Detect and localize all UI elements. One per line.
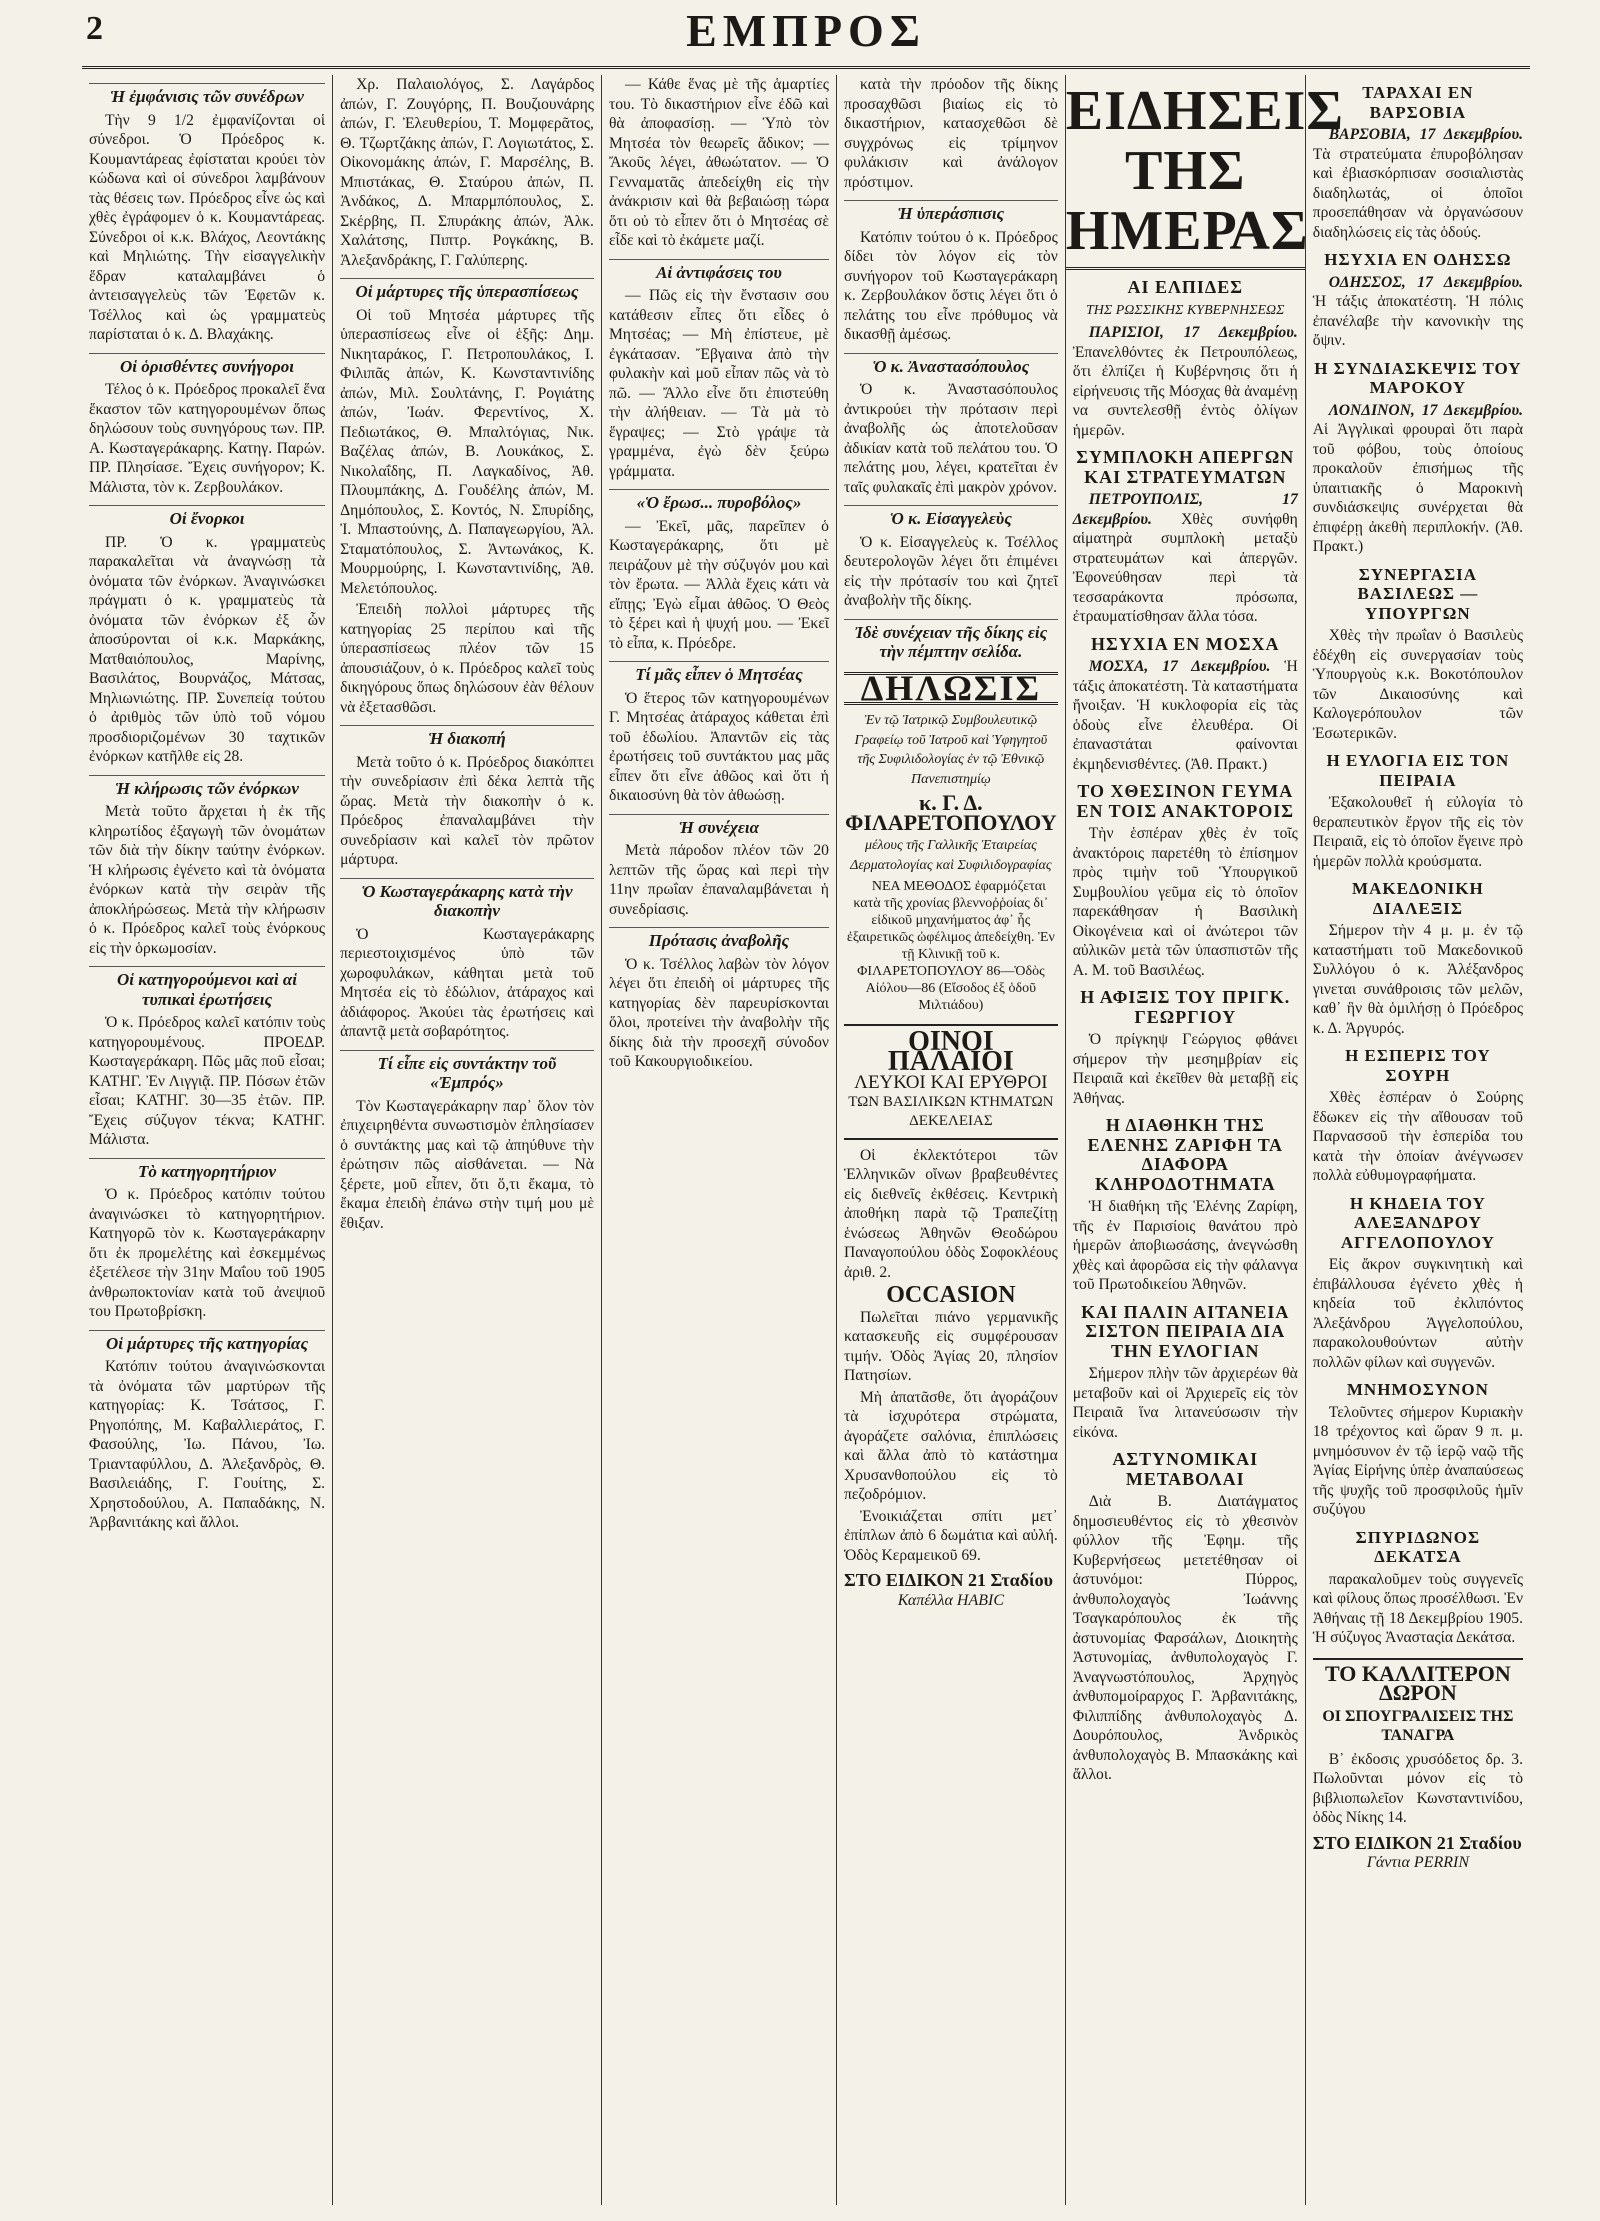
ad-doctor-name: κ. Γ. Δ. ΦΙΛΑΡΕΤΟΠΟΥΛΟΥ xyxy=(845,790,1057,835)
continued-notice: Ἰδὲ συνέχειαν τῆς δίκης εἰς τὴν πέμπτην σελίδα. xyxy=(844,619,1058,662)
news-text: Ὁ πρίγκηψ Γεώργιος φθάνει σήμερον τὴν μεσημβρίαν εἰς Πειραιᾶ καὶ ἐκεῖθεν θὰ μεταβῇ εἰς Ἀθήνας. xyxy=(1072,1031,1298,1107)
article-text: ΠΡ. Ὁ κ. γραμματεὺς παρακαλεῖται νὰ ἀναγνώσῃ τὰ ὀνόματα τῶν ἐνόρκων. Ἀναγινώσκει πράγματι ὁ κ. γραμματεὺς τὰ ὀνόματα τῶν ἐνόρκων ἐξ ὧν ἀποσύρονται οἱ κ.κ. Μαρκάκης, Ματθαιόπουλος, Μαρίνης, Βασιλάτος, Βουρνάζος, Μάτσας, Μηλιωνιώτης. ΠΡ. Συνεπείᾳ τούτου ὁ ἀριθμὸς τῶν ὑπὸ τοῦ νόμου προσδιοριζομένων 30 ταχτικῶν ἐνόρκων κατῆλθε εἰς 28. xyxy=(89,533,326,765)
section-heading: Ὁ κ. Εἰσαγγελεὺς xyxy=(844,505,1058,529)
section-heading: Τὸ κατηγορητήριον xyxy=(89,1158,325,1182)
book-ad-title: ΤΟ ΚΑΛΛΙΤΕΡΟΝ ΔΩΡΟΝ xyxy=(1313,1658,1523,1703)
ad-subtitle: Ἐν τῷ Ἰατρικῷ Συμβουλευτικῷ Γραφείῳ τοῦ Ἰατροῦ καὶ Ὑφηγητοῦ τῆς Συφιλιδολογίας ἐν τῷ Ἐθνικῷ Πανεπιστημίῳ xyxy=(854,713,1048,787)
memorial-name: ΣΠΥΡΙΔΩΝΟΣ ΔΕΚΑΤΣΑ xyxy=(1355,1527,1481,1566)
shop-ad-title: ΣΤΟ ΕΙΔΙΚΟΝ 21 Σταδίου xyxy=(843,1570,1053,1590)
news-text: Χθὲς συνήφθη αἱματηρὰ συμπλοκὴ μεταξὺ στρατευμάτων καὶ ἀπεργῶν. Ἐφονεύθησαν περὶ τὰ τεσσαράκοντα πρόσωπα, ἐτραυματίσθησαν ἄλλα τόσα. xyxy=(1072,510,1298,625)
news-heading: Η ΣΥΝΔΙΑΣΚΕΨΙΣ ΤΟΥ ΜΑΡΟΚΟΥ xyxy=(1314,358,1522,397)
news-text: Ἐξακολουθεῖ ἡ εὐλογία τὸ θεραπευτικὸν ἔργον τῆς εἰς τὸν Πειραιᾶ, εἰς τὸ ὁποῖον ἔγεινε πρὸ ἡμερῶν πολλὰ κρούσματα. xyxy=(1312,794,1523,870)
news-text: Αἱ Ἀγγλικαὶ φρουραὶ ὅτι παρὰ τοῦ φόβου, τοὺς ὁποίους προκαλοῦν ἐπισήμως τῆς ὑπαιτιακῆς ὁ Μαροκινὴ συνδιάσκεψις συνέρχεται θὰ ἐπιφέρῃ ἀκεθὴ περιπλοκήν. (Ἀθ. Πρακτ.) xyxy=(1312,421,1523,555)
memorial-heading: ΜΝΗΜΟΣΥΝΟΝ xyxy=(1346,1380,1489,1399)
column-5 xyxy=(1065,75,1344,2205)
ad-text: Μὴ ἀπατᾶσθε, ὅτι ἀγοράζουν τὰ ἰσχυρότερα στρώματα, ἀγοράζετε σαλόνια, ἐπιπλώσεις καὶ ἄλλα ἀπὸ τὸ κατάστημα Χρυσανθοπούλου εἰς τὸ πεζοδρόμιον. xyxy=(843,1388,1058,1503)
news-heading: ΗΣΥΧΙΑ ΕΝ ΟΔΗΣΣΩ xyxy=(1324,250,1512,269)
shop-ad-item: Γάντια PERRIN xyxy=(1366,1854,1470,1871)
ad-text: ΝΕΑ ΜΕΘΟΔΟΣ ἐφαρμόζεται κατὰ τῆς χρονίας βλεννοῤῥοίας δι᾽ εἰδικοῦ μηχανήματος ἀφ᾽ ἧς ἐξαιρετικῶς ὠφέλιμος ἀπεδείχθη. Ἐν τῇ Κλινικῇ τοῦ κ. ΦΙΛΑΡΕΤΟΠΟΥΛΟΥ 86—Ὁδὸς Αἰόλου—86 (Εἴσοδος ἐξ ὁδοῦ Μιλτιάδου) xyxy=(846,879,1055,1013)
news-heading: Η ΔΙΑΘΗΚΗ ΤΗΣ ΕΛΕΝΗΣ ΖΑΡΙΦΗ ΤΑ ΔΙΑΦΟΡΑ ΚΛΗΡΟΔΟΤΗΜΑΤΑ xyxy=(1087,1115,1284,1194)
news-heading: Η ΕΣΠΕΡΙΣ ΤΟΥ ΣΟΥΡΗ xyxy=(1345,1046,1491,1085)
article-text: κατὰ τὴν πρόοδον τῆς δίκης προσαχθῶσι βιαίως εἰς τὸ δικαστήριον, κατασχεθῶσι δὲ συγχρόνως εἰς τρίμηνον φυλάκισιν καὶ ἀνάλογον πρόστιμον. xyxy=(843,76,1058,191)
article-text: Κατόπιν τούτου ἀναγινώσκονται τὰ ὀνόματα τῶν μαρτύρων τῆς κατηγορίας: Κ. Τσάτσος, Γ. Ρηγοπόπης, Μ. Καβαλλιεράτος, Γ. Φασούλης, Ἰω. Πάνου, Ἰω. Τριανταφύλλου, Δ. Ἀλεξανδρὸς, Θ. Βασιλειάδης, Γ. Γουίτης, Σ. Χρηστοδούλου, Α. Παπαδάκης, Ν. Ἀρβανιτάκης καὶ ἄλλοι. xyxy=(89,1358,326,1531)
article-text: Μετὰ πάροδον πλέον τῶν 20 λεπτῶν τῆς ὥρας καὶ περὶ τὴν 11ην πρωΐαν ἐπαναλαμβάνεται ἡ συνεδρίασις. xyxy=(608,842,829,918)
section-heading: Πρότασις ἀναβολῆς xyxy=(609,927,829,951)
dateline: ΛΟΝΔΙΝΟΝ, 17 Δεκεμβρίου. xyxy=(1328,401,1523,419)
news-text: Χθὲς ἑσπέραν ὁ Σούρης ἔδωκεν εἰς τὴν αἴθουσαν τοῦ Παρνασσοῦ τὴν ἑσπερίδα του κατὰ τὴν ὁποίαν ἀνέγνωσεν πολλὰ εὐθυμογραφήματα. xyxy=(1312,1089,1523,1184)
article-text: — Ἐκεῖ, μᾶς, παρεῖπεν ὁ Κωσταγεράκαρης, ὅτι μὲ πειράζουν μὲ τὴν σύζυγόν μου καὶ τὸν ἔρωτα. — Ἀλλὰ ἔχεις κάτι νὰ εἴπῃς; Ἐγὼ εἶμαι ἀθῶος. Ὁ Θεὸς τὸ ξέρει καὶ ἡ ψυχή μου. — Ἐκεῖ τὸ εἶπα, κ. Πρόεδρε. xyxy=(608,517,829,652)
article-text: Τέλος ὁ κ. Πρόεδρος προκαλεῖ ἕνα ἕκαστον τῶν κατηγορουμένων ὅπως δηλώσουν τοὺς συνηγόρους των. ΠΡ. Α. Κωσταγεράκαρης. Κατηγ. Παρών. ΠΡ. Πλησίασε. Ἔχεις συνήγορον; Κ. Μάλιστα, τὸν κ. Ζερβουλάκον. xyxy=(89,381,326,496)
shop-ad-item: Καπέλλα HABIC xyxy=(897,1591,1005,1609)
news-text: Χθὲς τὴν πρωΐαν ὁ Βασιλεὺς ἐδέχθη εἰς συνεργασίαν τοὺς Ὑπουργοὺς κ.κ. Βοκοτόπουλον τῶν Δικαιοσύνης καὶ Καλογερόπουλον τῶν Ἐσωτερικῶν. xyxy=(1312,627,1523,742)
article-text: Ὁ ἕτερος τῶν κατηγορουμένων Γ. Μητσέας ἀτάραχος κάθεται ἐπὶ τοῦ ἑδωλίου. Ἀπαντῶν εἰς τὰς ἐρωτήσεις τοῦ συντάκτου μας μᾶς εἶπεν ὅτι εἶνε ἀθῶος καὶ ὅτι ἡ δικαιοσύνη θὰ τὸν ἀθωώσῃ. xyxy=(608,689,829,804)
news-heading: ΗΣΥΧΙΑ ΕΝ ΜΟΣΧΑ xyxy=(1090,633,1280,654)
memorial-text: παρακαλοῦμεν τοὺς συγγενεῖς καὶ φίλους ὅπως προσέλθωσι. Ἐν Ἀθήναις τῇ 18 Δεκεμβρίου 1905. Ἡ σύζυγος Ἀνασταςία Δεκάτσα. xyxy=(1312,1570,1523,1646)
article-text: Ὁ κ. Ἀναστασόπουλος ἀντικρούει τὴν πρότασιν περὶ ἀναβολῆς ὡς ἀποτελοῦσαν ἀδικίαν κατὰ τοῦ πελάτου του. Ὁ πελάτης μου, λέγει, κρατεῖται ἐν ταῖς φυλακαῖς ἐπὶ μακρὸν χρόνον. xyxy=(843,381,1058,496)
dateline: ΟΔΗΣΣΟΣ, 17 Δεκεμβρίου. xyxy=(1328,273,1523,291)
article-text: — Κάθε ἕνας μὲ τῆς ἁμαρτίες του. Τὸ δικαστήριον εἶνε ἐδῶ καὶ θὰ ἀποφασίσῃ. — Ὑπὸ τὸν Μητσέα τὸν θεωρεῖς ἄδικον; — Ἄκοῦς λέγει, ἀθωώτατον. — Ὁ Γενναματᾶς ἀπεδείχθη εἰς τὴν ἀνάκρισιν καὶ θὰ βεβαιώσῃ τώρα ὅτι οὐ τὸ εἶπεν ὅτι ὁ Μητσέας σὲ εἶδε καὶ τὸ ἐκάμετε μαζί. xyxy=(608,76,829,249)
news-text: Ἡ διαθήκη τῆς Ἑλένης Ζαρίφη, τῆς ἐν Παρισίοις θανάτου πρὸ ἡμερῶν ἀποβιωσάσης, ἀνεγνώσθη χθὲς καὶ ἀφορῶσα εἰς τὴν φάλανγα τοῦ Πρωτοδικείου Ἀθηνῶν. xyxy=(1072,1198,1298,1293)
section-heading: Ὁ Κωσταγεράκαρης κατὰ τὴν διακοπὴν xyxy=(340,878,594,921)
news-heading: ΣΥΝΕΡΓΑΣΙΑ ΒΑΣΙΛΕΩΣ — ΥΠΟΥΡΓΩΝ xyxy=(1357,564,1479,623)
section-heading: Οἱ ἔνορκοι xyxy=(89,505,325,529)
section-heading: Ἡ κλήρωσις τῶν ἐνόρκων xyxy=(89,775,325,799)
section-heading: Τί μᾶς εἶπεν ὁ Μητσέας xyxy=(609,661,829,685)
column-3 xyxy=(602,75,837,2205)
columns xyxy=(82,75,1530,2205)
news-heading: Η ΚΗΔΕΙΑ ΤΟΥ ΑΛΕΞΑΝΔΡΟΥ ΑΓΓΕΛΟΠΟΥΛΟΥ xyxy=(1340,1193,1495,1252)
news-text: Τὰ στρατεύματα ἐπυροβόλησαν καὶ ἐβιασκόρπισαν σοσιαλιστὰς διαδηλωτάς, οἱ ὁποῖοι προσεπάθησαν νὰ ὀργανώσουν διαδηλώσεις εἰς τὰς ὁδούς. xyxy=(1312,145,1523,241)
article-text: Κατόπιν τούτου ὁ κ. Πρόεδρος δίδει τὸν λόγον εἰς τὸν συνήγορον τοῦ Κωσταγεράκαρη κ. Ζερβουλάκον ὅστις λέγει ὅτι ὁ πελάτης του εἶνε πρόθυμος νὰ δικασθῇ ἀμέσως. xyxy=(843,228,1058,343)
news-heading: ΑΣΤΥΝΟΜΙΚΑΙ ΜΕΤΑΒΟΛΑΙ xyxy=(1112,1449,1259,1489)
section-heading: Ὁ κ. Ἀναστασόπουλος xyxy=(844,353,1058,377)
news-subheading: ΤΗΣ ΡΩΣΣΙΚΗΣ ΚΥΒΕΡΝΗΣΕΩΣ xyxy=(1086,302,1285,318)
section-heading: «Ὁ ἔρωσ... πυροβόλος» xyxy=(609,489,829,513)
section-heading: Ἡ ὑπεράσπισις xyxy=(844,200,1058,224)
dateline: ΠΕΤΡΟΥΠΟΛΙΣ, 17 Δεκεμβρίου. xyxy=(1072,491,1298,528)
section-heading: Οἱ ὁρισθέντες συνήγοροι xyxy=(89,353,325,377)
column-6 xyxy=(1306,75,1530,2205)
article-text: Μετὰ τοῦτο ὁ κ. Πρόεδρος διακόπτει τὴν συνεδρίασιν ἐπὶ δέκα λεπτὰ τῆς ὥρας. Μετὰ τὴν διακοπὴν ὁ κ. Πρόεδρος ἐπαναλαμβάνει τὴν συνεδρίασιν καὶ καλεῖ τὸν πρῶτον μάρτυρα. xyxy=(340,753,594,868)
occasion-ad-title: OCCASION xyxy=(886,1282,1016,1308)
news-heading: Η ΑΦΙΞΙΣ ΤΟΥ ΠΡΙΓΚ. ΓΕΩΡΓΙΟΥ xyxy=(1080,987,1291,1027)
article-text: Τὸν Κωσταγεράκαρην παρ᾽ ὅλον τὸν ἐπιχειρηθέντα συνωστισμὸν ἐπλησίασεν ὁ συντάκτης μας καὶ τῷ ἀπηύθυνε τὴν ἐρώτησιν πῶς αἰσθάνεται. — Νὰ ξέρετε, μοῦ εἶπεν, ὅτι ὅ,τι ἔκαμα, τὸ ἔκαμα ἐπειδὴ ἐπάνω στὴν τιμή μου μὲ ἔθιξαν. xyxy=(340,1097,594,1232)
ad-text: Β᾽ ἐκδοσις χρυσόδετος δρ. 3. Πωλοῦνται μόνον εἰς τὸ βιβλιοπωλεῖον Κωνσταντινίδου, ὁδὸς Νίκης 14. xyxy=(1312,1750,1523,1826)
paper-name: ΕΜΠΡΟΣ xyxy=(686,5,926,56)
news-text: Ἡ τάξις ἀποκατέστη. Ἡ πόλις ἐπανέλαβε τὴν κανονικὴν της ὄψιν. xyxy=(1312,293,1523,349)
news-text: Διὰ Β. Διατάγματος δημοσιευθέντος εἰς τὸ χθεσινὸν φύλλον τῆς Ἐφημ. τῆς Κυβερνήσεως μετετέθησαν οἱ ἀστυνόμοι: Πύρρος, ἀνθυπολοχαγὸς Ἰωάννης Τσαγκαρόπουλος ἐκ τῆς ἀστυνομίας Φαρσάλων, Διοικητὴς Ἀστυνομίας, ἀνθυπολοχαγὸς Γ. Ἀναγνωστόπουλος, Ἀρχηγὸς ἀνθυπομοίραρχος Γ. Ἀρβανιτάκης, Φιλιππίδης ἀνθυπολοχαγὸς Δ. Δουρόπουλος, Ἀνδρικὸς ἀνθυπολοχαγὸς Β. Μπασκάκης καὶ ἄλλοι. xyxy=(1072,1493,1298,1783)
column-1 xyxy=(82,75,333,2205)
news-heading: ΤΑΡΑΧΑΙ ΕΝ ΒΑΡΣΟΒΙΑ xyxy=(1362,83,1474,122)
article-text: — Πῶς εἰς τὴν ἔνστασιν σου κατάθεσιν εἶπες ὅτι εἶδες ὁ Μητσέας; — Μὴ ἐπίστευε, μὲ ἐγκάτασαν. Ἔβγαινα ἀπὸ τὴν φυλακὴν καὶ μοῦ εἶπαν πῶς νὰ τὸ πῶ. — Ἄλλο εἶνε ὅτι ἐπιστεύθη τὴν ἀλήθειαν. — Τὰ μὰ τὸ ἕγραψες; — Στὸ γράψε τὰ γραμμένα, ἐγὼ δὲν ξεύρω γράμματα. xyxy=(608,287,829,480)
article-text: Ὁ κ. Πρόεδρος κατόπιν τούτου ἀναγινώσκει τὸ κατηγορητήριον. Κατηγορῶ τὸν κ. Κωσταγεράκαρην ὅτι ἐκ προμελέτης καὶ ἐσκεμμένως ἐξετέλεσε τὴν 31ην Μαΐου τοῦ 1905 ἀνθρωποκτονίαν κατὰ τοῦ ἀνεψιοῦ του Πρωτοβρίσκη. xyxy=(89,1186,326,1320)
article-text: Ἐπειδὴ πολλοὶ μάρτυρες τῆς κατηγορίας 25 περίπου καὶ τῆς ὑπερασπίσεως πλέον τῶν 15 ἀπουσιάζουν, ὁ κ. Πρόεδρος καλεῖ τοὺς δικηγόρους ὅπως δηλώσουν ἐὰν θέλουν νὰ ἐξετασθῶσι. xyxy=(340,601,594,716)
news-text: Σήμερον τὴν 4 μ. μ. ἐν τῷ καταστήματι τοῦ Μακεδονικοῦ Συλλόγου ὁ κ. Ἀλέξανδρος γινεται συνάθροισις τῶν μελῶν, καθ᾽ ἣν θὰ ὁμιλήσῃ ὁ Πρόεδρος κ. Δ. Ἀργυρός. xyxy=(1312,922,1523,1037)
news-heading: ΜΑΚΕΔΟΝΙΚΗ ΔΙΑΛΕΞΙΣ xyxy=(1352,879,1484,918)
section-heading: Οἱ μάρτυρες τῆς ὑπερασπίσεως xyxy=(340,278,594,302)
article-text: Τὴν 9 1/2 ἐμφανίζονται οἱ σύνεδροι. Ὁ Πρόεδρος κ. Κουμαντάρεας ἐφίσταται κρούει τὸν κώδωνα καὶ οἱ σύνεδροι λαμβάνουν τὰς θέσεις των. Πρόεδρος εἶνε ὡς καὶ χθὲς ἐγράφομεν ὁ κ. Κουμαντάρεας. Σύνεδροι οἱ κ.κ. Βλάχος, Λεοντάκης καὶ Μηλιώτης. Τὴν εἰσαγγελικὴν ἕδραν καταλαμβάνει ὁ ἀντεισαγγελεὺς τῶν Ἐφετῶν κ. Τσέλλος καὶ ὡς γραμματεὺς παρίσταται ὁ κ. Δ. Βλαχάκης. xyxy=(89,111,326,343)
article-text: Ὁ κ. Πρόεδρος καλεῖ κατόπιν τοὺς κατηγορουμένους. ΠΡΟΕΔΡ. Κωσταγεράκαρη. Πῶς μᾶς ποῦ εἶσαι; ΚΑΤΗΓ. Ἐν Λιγγιᾷ. ΠΡ. Πόσων ἐτῶν εἶσαι; ΚΑΤΗΓ. 30—35 ἐτῶν. ΠΡ. Ἔχεις σύζυγον τέκνα; ΚΑΤΗΓ. Μάλιστα. xyxy=(89,1014,326,1148)
dateline: ΜΟΣΧΑ, 17 Δεκεμβρίου. xyxy=(1088,658,1271,675)
section-heading: Οἱ κατηγορούμενοι καὶ αἱ τυπικαὶ ἐρωτήσεις xyxy=(89,966,325,1009)
section-heading: Ἡ διακοπή xyxy=(340,725,594,749)
wine-ad-subtitle: ΛΕΥΚΟΙ ΚΑΙ ΕΡΥΘΡΟΙ xyxy=(854,1072,1048,1093)
news-heading: ΑΙ ΕΛΠΙΔΕΣ xyxy=(1127,277,1243,297)
ad-text: Πωλεῖται πιάνο γερμανικῆς κατασκευῆς εἰς συμφέρουσαν τιμήν. Ὁδὸς Ἀγίας 20, πλησίον Πατησίων. xyxy=(843,1308,1058,1384)
column-2 xyxy=(333,75,602,2205)
section-heading: Ἡ συνέχεια xyxy=(609,814,829,838)
news-text: Τὴν ἑσπέραν χθὲς ἐν τοῖς ἀνακτόροις παρετέθη τὸ ἐπίσημον πρὸς τιμὴν τοῦ Ὑπουργικοῦ Συμβουλίου γεῦμα εἰς τὸ ὁποῖον παρεκάθησαν ἡ Βασιλικὴ Οἰκογένεια καὶ οἱ ἀνώτεροι τῶν αὐλικῶν μετὰ τῶν ὑπασπιστῶν τῆς Α. Μ. τοῦ Βασιλέως. xyxy=(1072,825,1298,979)
article-text: Ὁ κ. Τσέλλος λαβὼν τὸν λόγον λέγει ὅτι ἐπειδὴ οἱ μάρτυρες τῆς κατηγορίας δὲν παρευρίσκονται ὅλοι, προτείνει τὴν ἀναβολὴν τῆς δίκης διὰ τὴν προσεχῆ σύνοδον τοῦ Κακουργιοδικείου. xyxy=(608,955,829,1070)
news-heading: Η ΕΥΛΟΓΙΑ ΕΙΣ ΤΟΝ ΠΕΙΡΑΙΑ xyxy=(1326,751,1510,790)
dateline: ΒΑΡΣΟΒΙΑ, 17 Δεκεμβρίου. xyxy=(1328,126,1523,143)
news-heading: ΤΟ ΧΘΕΣΙΝΟΝ ΓΕΥΜΑ ΕΝ ΤΟΙΣ ΑΝΑΚΤΟΡΟΙΣ xyxy=(1076,781,1295,821)
news-text: Σήμερον πλὴν τῶν ἀρχιερέων θὰ μεταβοῦν καὶ οἱ Ἀρχιερεῖς εἰς τὸν Πειραιᾶ ἵνα λιτανεύσωσιν τὴν εἰκόνα. xyxy=(1072,1365,1298,1441)
section-heading: Αἱ ἀντιφάσεις του xyxy=(609,259,829,283)
news-heading: ΚΑΙ ΠΑΛΙΝ ΑΙΤΑΝΕΙΑ ΣΙΣΤΟΝ ΠΕΙΡΑΙΑ ΔΙΑ ΤΗΝ ΕΥΛΟΓΙΑΝ xyxy=(1081,1301,1290,1361)
ad-text: Οἱ ἐκλεκτότεροι τῶν Ἑλληνικῶν οἴνων βραβευθέντες εἰς διεθνεῖς ἐκθέσεις. Κεντρικὴ ἀποθήκη παρὰ τῷ Τραπεζίτῃ ἑνώσεως Ἀθηνῶν Θεοδώρου Παναγοπούλου ὁδὸς Σοφοκλέους ἀριθ. 2. xyxy=(843,1146,1058,1281)
ad-title: ΔΗΛΩΣΙΣ xyxy=(844,672,1058,706)
column-4 xyxy=(837,75,1066,2205)
page-number: 2 xyxy=(86,10,103,47)
masthead xyxy=(82,0,1530,69)
book-ad-subtitle: ΟΙ ΣΠΟΥΓΡΑΛΙΣΕΙΣ ΤΗΣ ΤΑΝΑΓΡΑ xyxy=(1322,1707,1514,1744)
section-heading: Οἱ μάρτυρες τῆς κατηγορίας xyxy=(89,1330,325,1354)
article-text: Ὁ Κωσταγεράκαρης περιεστοιχισμένος ὑπὸ τῶν χωροφυλάκων, κάθηται μετὰ τοῦ Μητσέα εἰς τὸ ἑδώλιον, ἀτάραχος καὶ ἀδιάφορος. Ἀκούει τὰς ἐρωτήσεις καὶ ἀπαντᾷ μετὰ σοβαρότητος. xyxy=(340,925,594,1040)
section-heading: Τί εἶπε εἰς συντάκτην τοῦ «Ἐμπρός» xyxy=(340,1050,594,1093)
memorial-text: Τελοῦντες σήμερον Κυριακὴν 18 τρέχοντος καὶ ὥραν 9 π. μ. μνημόσυνον ἐν τῷ ἱερῷ ναῷ τῆς Ἀγίας Εἰρήνης ὑπὲρ ἀναπαύσεως τῆς ψυχῆς τοῦ προσφιλοῦς ἡμῖν συζύγου xyxy=(1312,1403,1523,1518)
article-text: Χρ. Παλαιολόγος, Σ. Λαγάρδος ἀπών, Γ. Ζουγόρης, Π. Βουζιουνάρης ἀπών, Γ. Ἐλευθερίου, Τ. Μομφερᾶτος, Θ. Τζωρτζάκης ἀπών, Γ. Λογιωτάτος, Σ. Οἰκονομάκης ἀπών, Γ. Μαρσέλης, Β. Μπιστάκας, Θ. Σταύρου ἀπών, Π. Ἀνδάκος, Δ. Μπαρμπόπουλος, Σ. Σκέρβης, Π. Σπυράκης ἀπών, Ἀλκ. Χαλάτσης, Πιπτρ. Ρογκάκης, Β. Ἀλεξανδράκης, Γ. Γαλύπερης. xyxy=(340,76,594,269)
wine-ad-title: ΟΙΝΟΙ ΠΑΛΑΙΟΙ xyxy=(844,1024,1058,1071)
ad-text: Ἐνοικιάζεται σπίτι μετ᾽ ἐπίπλων ἀπὸ 6 δωμάτια καὶ αὐλή. Ὁδὸς Κεραμεικοῦ 69. xyxy=(843,1507,1058,1564)
dateline: ΠΑΡΙΣΙΟΙ, 17 Δεκεμβρίου. xyxy=(1088,324,1298,341)
news-text: Ἡ τάξις ἀποκατέστη. Τὰ καταστήματα ἤνοιξαν. Ἡ κυκλοφορία εἰς τὰς ὁδοὺς εἶνε ἐλευθέρα. Οἱ ἐπαναστάται φαίνονται ἐκμηδενισθέντες. (Ἀθ. Πρακτ.) xyxy=(1072,658,1298,773)
section-heading: Ἡ ἐμφάνισις τῶν συνέδρων xyxy=(89,83,325,107)
news-heading: ΣΥΜΠΛΟΚΗ ΑΠΕΡΓΩΝ ΚΑΙ ΣΤΡΑΤΕΥΜΑΤΩΝ xyxy=(1076,447,1295,487)
ad-subtitle: μέλους τῆς Γαλλικῆς Ἑταιρείας Δερματολογίας καὶ Συφιλιδογραφίας xyxy=(850,838,1052,873)
news-text: Ἐπανελθόντες ἐκ Πετρουπόλεως, ὅτι ἐλπίζει ἡ Κυβέρνησις ὅτι ἡ εἰρήνευσις τῆς Μόσχας θὰ ἀναμένῃ να συντελεσθῇ ἐντὸς ὀλίγων ἡμερῶν. xyxy=(1072,343,1298,439)
news-banner: ΕΙΔΗΣΕΙΣ ΤΗΣ ΗΜΕΡΑΣ xyxy=(1066,75,1305,270)
news-text: Εἰς ἄκρον συγκινητικὴ καὶ ἐπιβάλλουσα ἐγένετο χθὲς ἡ κηδεία τοῦ ἐκλιπόντος Ἀλεξάνδρου Ἀγγελοπούλου, παρακολουθούντων αὐτὴν πολλῶν φίλων καὶ συγγενῶν. xyxy=(1312,1256,1523,1371)
article-text: Μετὰ τοῦτο ἄρχεται ἡ ἐκ τῆς κληρωτίδος ἐξαγωγὴ τῶν ὀνομάτων τῶν διὰ τὴν δίκην ταύτην ἐνόρκων. Ἡ κλήρωσις ἐγένετο καὶ τὰ ὀνόματα ἐνόρκων κατὰ τὴν σειρὰν τῆς ἀποκλήρώσεως. Μετὰ τὴν κλήρωσιν ὁ κ. Πρόεδρος καλεῖ τοὺς ἐνόρκους εἰς τὴν ὁρκωμοσίαν. xyxy=(89,803,326,957)
wine-ad-estate: ΤΩΝ ΒΑΣΙΛΙΚΩΝ ΚΤΗΜΑΤΩΝ ΔΕΚΕΛΕΙΑΣ xyxy=(844,1093,1058,1140)
shop-ad-title: ΣΤΟ ΕΙΔΙΚΟΝ 21 Σταδίου xyxy=(1312,1832,1522,1853)
article-text: Ὁ κ. Εἰσαγγελεὺς κ. Τσέλλος δευτερολογῶν λέγει ὅτι ἐπιμένει εἰς τὴν πρότασίν του καὶ ζητεῖ ἀναβολὴν τῆς δίκης. xyxy=(843,533,1058,609)
article-text: Οἱ τοῦ Μητσέα μάρτυρες τῆς ὑπερασπίσεως εἶνε οἱ ἑξῆς: Δημ. Νικηταράκος, Γ. Πετροπουλάκος, Ι. Φιλιπᾶς ἀπών, Κ. Κωνσταντινίδης ἀπών, Μιλ. Σουλτάνης, Γ. Ρογιάτης ἀπών, Ἰωάν. Φερεντίνος, Χ. Πεδιωτάκος, Θ. Μπαλτόγιας, Νικ. Βαζέλας ἀπών, Β. Λουκάκος, Σ. Νικολαΐδης, Π. Λαγκαδίνος, Ἀθ. Πλουμπάκης, Δ. Γουδέλης ἀπών, Μ. Δημόπουλος, Σ. Κοντός, Ν. Σπυρίδης, Ἰ. Μπαστούνης, Δ. Παπαγεωργίου, Ἀλ. Σταματόπουλος, Σ. Ἀντωνάκος, Κ. Μουρμούρης, Ι. Κωνσταντινίδης, Ἀθ. Μελετόπουλος. xyxy=(340,306,594,597)
